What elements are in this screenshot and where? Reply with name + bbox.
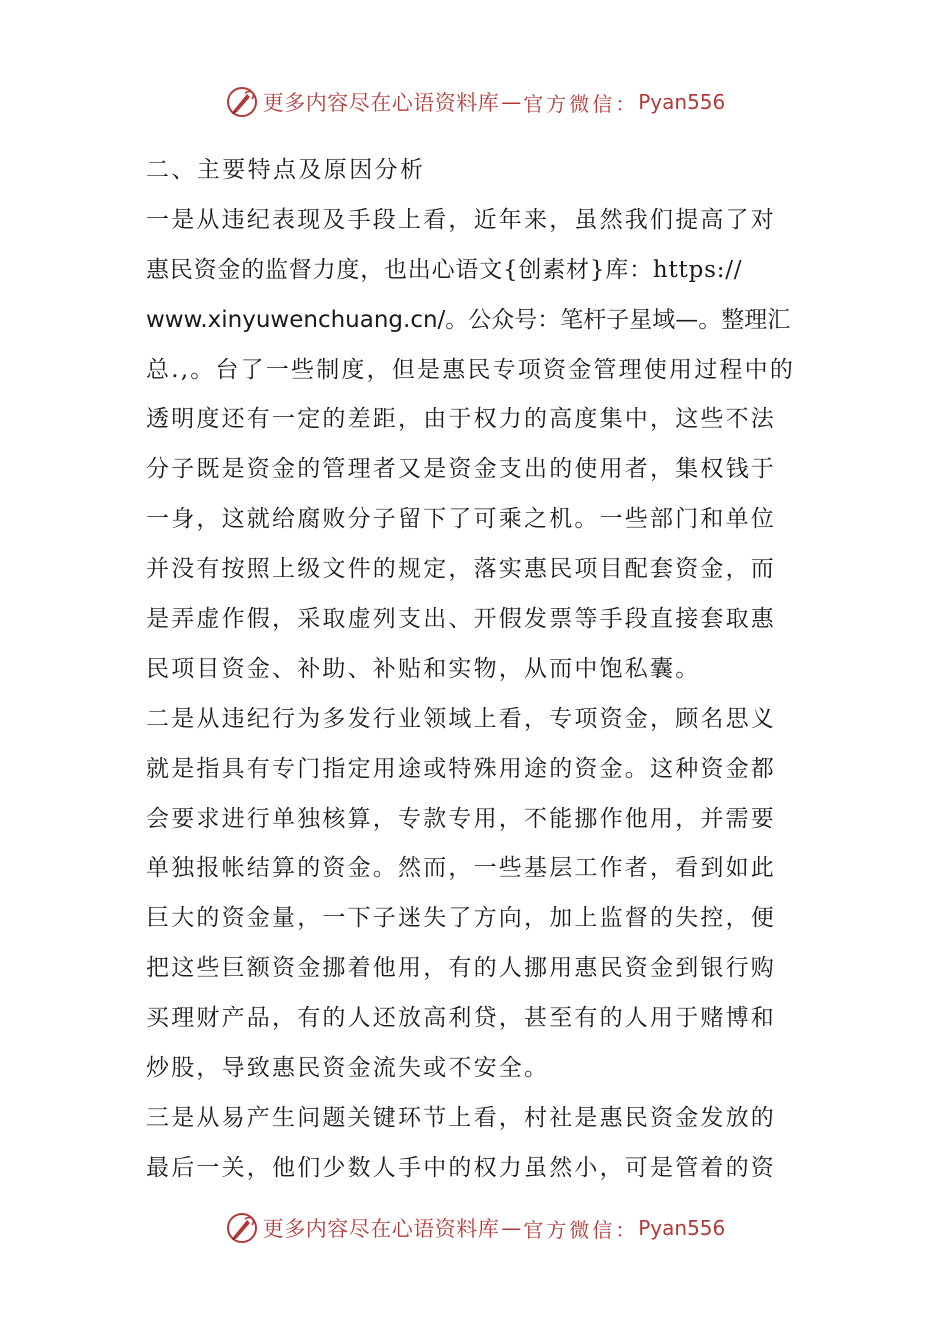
- body-line: 炒股，导致惠民资金流失或不安全。: [146, 1055, 550, 1082]
- pen-logo-icon: [225, 1211, 259, 1245]
- body-line: 总.,。台了一些制度，但是惠民专项资金管理使用过程中的: [146, 356, 796, 383]
- body-line: 把这些巨额资金挪着他用，有的人挪用惠民资金到银行购: [146, 955, 776, 982]
- body-line: 单独报帐结算的资金。然而，一些基层工作者，看到如此: [146, 855, 776, 882]
- body-line: 分子既是资金的管理者又是资金支出的使用者，集权钱于: [146, 456, 776, 483]
- body-line: 最后一关，他们少数人手中的权力虽然小，可是管着的资: [146, 1154, 776, 1181]
- footer-banner: [0, 1208, 950, 1248]
- body-line: 二是从违纪行为多发行业领域上看，专项资金，顾名思义: [146, 705, 776, 732]
- banner-wechat-label: 官方微信：: [523, 1217, 639, 1242]
- header-banner: [0, 82, 950, 122]
- banner-wechat-id: Pyan556: [638, 90, 726, 114]
- body-line: 民项目资金、补助、补贴和实物，从而中饱私囊。: [146, 655, 701, 682]
- body-line: 是弄虚作假，采取虚列支出、开假发票等手段直接套取惠: [146, 606, 776, 633]
- section-heading: 二、主要特点及原因分析: [146, 157, 426, 183]
- body-line: 并没有按照上级文件的规定，落实惠民项目配套资金，而: [146, 556, 776, 583]
- body-line: 会要求进行单独核算，专款专用，不能挪作他用，并需要: [146, 805, 776, 832]
- body-line: 三是从易产生问题关键环节上看，村社是惠民资金发放的: [146, 1104, 776, 1131]
- pen-logo-icon: [225, 85, 259, 119]
- body-line: 一是从违纪表现及手段上看，近年来，虽然我们提高了对: [146, 206, 776, 233]
- banner-title: 更多内容尽在心语资料库: [262, 91, 500, 115]
- body-line: [146, 296, 806, 346]
- body-line: 一身，这就给腐败分子留下了可乘之机。一些部门和单位: [146, 506, 776, 533]
- body-line: 惠民资金的监督力度，也出心语文{创素材}库：https://: [146, 256, 743, 283]
- banner-dash: —: [501, 90, 522, 114]
- document-body: [146, 146, 806, 1194]
- body-line: 就是指具有专门指定用途或特殊用途的资金。这种资金都: [146, 755, 776, 782]
- banner-dash: —: [501, 1216, 522, 1240]
- banner-wechat-id: Pyan556: [638, 1216, 726, 1240]
- body-line: 透明度还有一定的差距，由于权力的高度集中，这些不法: [146, 406, 776, 433]
- banner-title: 更多内容尽在心语资料库: [262, 1217, 500, 1241]
- url-text: www.xinyuwenchuang.cn/。公众号：笔杆子星域—。整理汇: [146, 306, 791, 333]
- body-line: 巨大的资金量，一下子迷失了方向，加上监督的失控，便: [146, 905, 776, 932]
- banner-wechat-label: 官方微信：: [523, 91, 639, 116]
- body-line: 买理财产品，有的人还放高利贷，甚至有的人用于赌博和: [146, 1005, 776, 1032]
